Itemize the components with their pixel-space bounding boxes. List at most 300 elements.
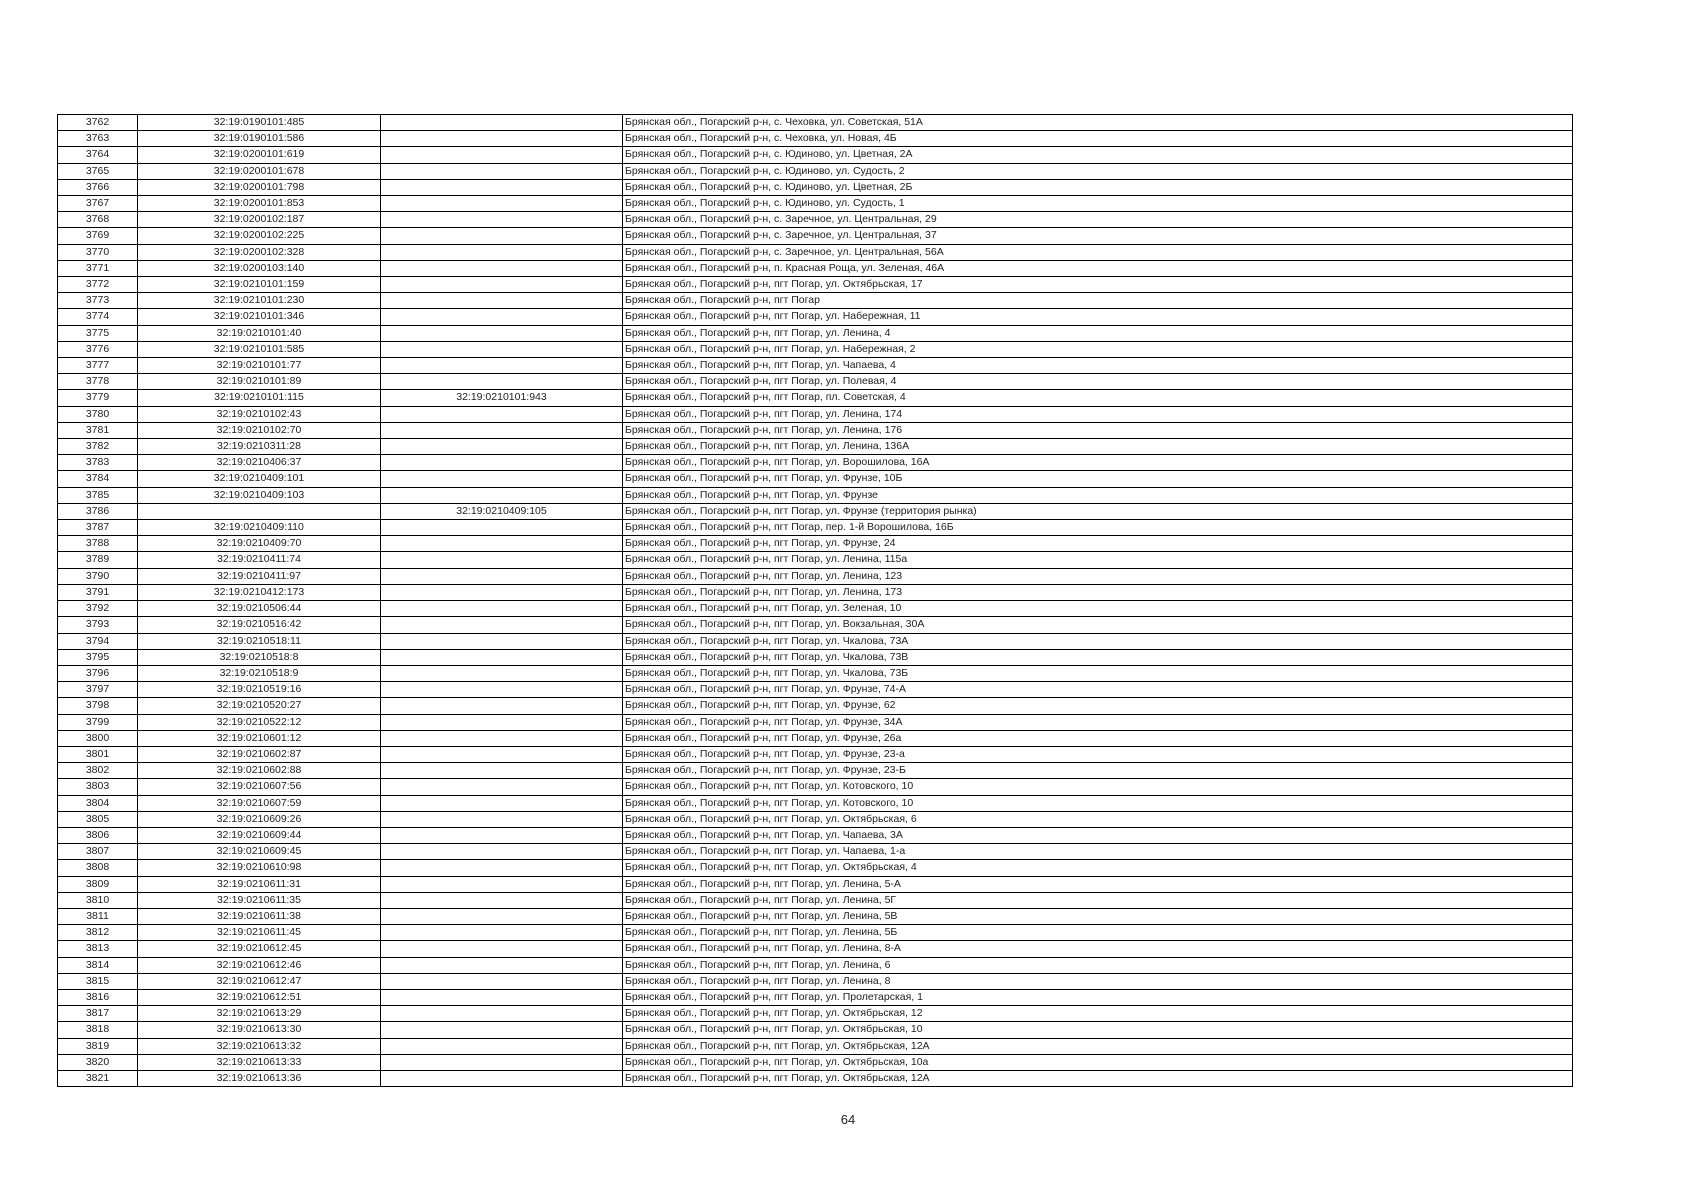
- secondary-cadastral-number-cell: [381, 520, 623, 536]
- cadastral-number-cell: 32:19:0210602:87: [138, 746, 381, 762]
- table-row: [58, 503, 1573, 519]
- address-cell: Брянская обл., Погарский р-н, пгт Погар, ул. Пролетарская, 1: [623, 989, 1573, 1005]
- table-row: [58, 455, 1573, 471]
- cadastral-number-cell: 32:19:0210409:101: [138, 471, 381, 487]
- row-number-cell: 3817: [58, 1006, 138, 1022]
- secondary-cadastral-number-cell: [381, 844, 623, 860]
- row-number-cell: 3769: [58, 228, 138, 244]
- address-cell: Брянская обл., Погарский р-н, пгт Погар, ул. Ленина, 174: [623, 406, 1573, 422]
- address-cell: Брянская обл., Погарский р-н, пгт Погар, ул. Ленина, 8: [623, 973, 1573, 989]
- address-cell: Брянская обл., Погарский р-н, с. Юдиново, ул. Судость, 2: [623, 163, 1573, 179]
- secondary-cadastral-number-cell: 32:19:0210409:105: [381, 503, 623, 519]
- address-cell: Брянская обл., Погарский р-н, с. Заречное, ул. Центральная, 56А: [623, 244, 1573, 260]
- address-cell: Брянская обл., Погарский р-н, пгт Погар, ул. Октябрьская, 17: [623, 277, 1573, 293]
- address-cell: Брянская обл., Погарский р-н, пгт Погар, ул. Ленина, 173: [623, 584, 1573, 600]
- secondary-cadastral-number-cell: [381, 115, 623, 131]
- secondary-cadastral-number-cell: [381, 487, 623, 503]
- row-number-cell: 3766: [58, 179, 138, 195]
- table-row: [58, 989, 1573, 1005]
- cadastral-number-cell: 32:19:0210609:44: [138, 827, 381, 843]
- secondary-cadastral-number-cell: [381, 455, 623, 471]
- row-number-cell: 3818: [58, 1022, 138, 1038]
- row-number-cell: 3779: [58, 390, 138, 406]
- cadastral-number-cell: 32:19:0210612:45: [138, 941, 381, 957]
- secondary-cadastral-number-cell: [381, 1054, 623, 1070]
- table-row: [58, 309, 1573, 325]
- cadastral-number-cell: 32:19:0200102:328: [138, 244, 381, 260]
- secondary-cadastral-number-cell: [381, 779, 623, 795]
- cadastral-number-cell: 32:19:0210612:46: [138, 957, 381, 973]
- secondary-cadastral-number-cell: [381, 811, 623, 827]
- cadastral-number-cell: 32:19:0210406:37: [138, 455, 381, 471]
- address-cell: Брянская обл., Погарский р-н, пгт Погар, ул. Полевая, 4: [623, 374, 1573, 390]
- cadastral-number-cell: 32:19:0210311:28: [138, 439, 381, 455]
- table-row: [58, 844, 1573, 860]
- address-cell: Брянская обл., Погарский р-н, пгт Погар, ул. Ворошилова, 16А: [623, 455, 1573, 471]
- cadastral-number-cell: 32:19:0210612:47: [138, 973, 381, 989]
- secondary-cadastral-number-cell: [381, 617, 623, 633]
- address-cell: Брянская обл., Погарский р-н, пгт Погар, ул. Ленина, 5Б: [623, 925, 1573, 941]
- address-cell: Брянская обл., Погарский р-н, пгт Погар, ул. Котовского, 10: [623, 779, 1573, 795]
- row-number-cell: 3803: [58, 779, 138, 795]
- row-number-cell: 3770: [58, 244, 138, 260]
- cadastral-number-cell: 32:19:0190101:586: [138, 131, 381, 147]
- secondary-cadastral-number-cell: [381, 665, 623, 681]
- table-row: [58, 341, 1573, 357]
- secondary-cadastral-number-cell: [381, 212, 623, 228]
- cadastral-number-cell: 32:19:0210518:8: [138, 649, 381, 665]
- table-row: [58, 406, 1573, 422]
- row-number-cell: 3798: [58, 698, 138, 714]
- secondary-cadastral-number-cell: [381, 439, 623, 455]
- row-number-cell: 3780: [58, 406, 138, 422]
- table-row: [58, 179, 1573, 195]
- table-row: [58, 941, 1573, 957]
- row-number-cell: 3763: [58, 131, 138, 147]
- address-cell: Брянская обл., Погарский р-н, пгт Погар, ул. Фрунзе, 26а: [623, 730, 1573, 746]
- address-cell: Брянская обл., Погарский р-н, пгт Погар, ул. Зеленая, 10: [623, 601, 1573, 617]
- secondary-cadastral-number-cell: [381, 925, 623, 941]
- row-number-cell: 3808: [58, 860, 138, 876]
- cadastral-number-cell: 32:19:0210607:59: [138, 795, 381, 811]
- secondary-cadastral-number-cell: [381, 584, 623, 600]
- cadastral-number-cell: 32:19:0210101:230: [138, 293, 381, 309]
- row-number-cell: 3809: [58, 876, 138, 892]
- row-number-cell: 3790: [58, 568, 138, 584]
- cadastral-number-cell: 32:19:0210519:16: [138, 682, 381, 698]
- row-number-cell: 3815: [58, 973, 138, 989]
- row-number-cell: 3786: [58, 503, 138, 519]
- secondary-cadastral-number-cell: [381, 260, 623, 276]
- cadastral-number-cell: 32:19:0210613:32: [138, 1038, 381, 1054]
- row-number-cell: 3762: [58, 115, 138, 131]
- row-number-cell: 3811: [58, 908, 138, 924]
- address-cell: Брянская обл., Погарский р-н, пгт Погар, ул. Ленина, 8-А: [623, 941, 1573, 957]
- cadastral-number-cell: 32:19:0210101:89: [138, 374, 381, 390]
- cadastral-number-cell: 32:19:0210409:103: [138, 487, 381, 503]
- address-cell: Брянская обл., Погарский р-н, пгт Погар, пл. Советская, 4: [623, 390, 1573, 406]
- table-row: [58, 260, 1573, 276]
- table-row: [58, 520, 1573, 536]
- row-number-cell: 3816: [58, 989, 138, 1005]
- row-number-cell: 3782: [58, 439, 138, 455]
- table-row: [58, 390, 1573, 406]
- address-cell: Брянская обл., Погарский р-н, с. Заречное, ул. Центральная, 37: [623, 228, 1573, 244]
- table-row: [58, 212, 1573, 228]
- cadastral-number-cell: 32:19:0210101:346: [138, 309, 381, 325]
- address-cell: Брянская обл., Погарский р-н, пгт Погар, ул. Чапаева, 4: [623, 358, 1573, 374]
- secondary-cadastral-number-cell: [381, 876, 623, 892]
- secondary-cadastral-number-cell: [381, 795, 623, 811]
- secondary-cadastral-number-cell: [381, 1070, 623, 1086]
- property-table-body: [58, 115, 1573, 1087]
- cadastral-number-cell: 32:19:0200101:798: [138, 179, 381, 195]
- cadastral-number-cell: 32:19:0210102:70: [138, 422, 381, 438]
- row-number-cell: 3805: [58, 811, 138, 827]
- table-row: [58, 795, 1573, 811]
- row-number-cell: 3797: [58, 682, 138, 698]
- secondary-cadastral-number-cell: [381, 957, 623, 973]
- page-number: 64: [840, 1112, 856, 1127]
- table-row: [58, 714, 1573, 730]
- row-number-cell: 3785: [58, 487, 138, 503]
- secondary-cadastral-number-cell: [381, 358, 623, 374]
- address-cell: Брянская обл., Погарский р-н, пгт Погар, ул. Фрунзе, 24: [623, 536, 1573, 552]
- address-cell: Брянская обл., Погарский р-н, с. Чеховка, ул. Новая, 4Б: [623, 131, 1573, 147]
- address-cell: Брянская обл., Погарский р-н, пгт Погар, ул. Фрунзе: [623, 487, 1573, 503]
- table-row: [58, 908, 1573, 924]
- cadastral-number-cell: 32:19:0210101:77: [138, 358, 381, 374]
- cadastral-number-cell: 32:19:0210518:9: [138, 665, 381, 681]
- secondary-cadastral-number-cell: [381, 1022, 623, 1038]
- secondary-cadastral-number-cell: [381, 746, 623, 762]
- address-cell: Брянская обл., Погарский р-н, пгт Погар, ул. Котовского, 10: [623, 795, 1573, 811]
- table-row: [58, 568, 1573, 584]
- cadastral-number-cell: 32:19:0210506:44: [138, 601, 381, 617]
- secondary-cadastral-number-cell: [381, 244, 623, 260]
- table-row: [58, 358, 1573, 374]
- cadastral-number-cell: 32:19:0200102:225: [138, 228, 381, 244]
- address-cell: Брянская обл., Погарский р-н, пгт Погар, ул. Набережная, 11: [623, 309, 1573, 325]
- secondary-cadastral-number-cell: [381, 179, 623, 195]
- address-cell: Брянская обл., Погарский р-н, пгт Погар, ул. Октябрьская, 12: [623, 1006, 1573, 1022]
- table-row: [58, 1022, 1573, 1038]
- cadastral-number-cell: 32:19:0210520:27: [138, 698, 381, 714]
- secondary-cadastral-number-cell: [381, 698, 623, 714]
- address-cell: Брянская обл., Погарский р-н, пгт Погар, ул. Чкалова, 73А: [623, 633, 1573, 649]
- row-number-cell: 3820: [58, 1054, 138, 1070]
- secondary-cadastral-number-cell: [381, 730, 623, 746]
- cadastral-number-cell: 32:19:0190101:485: [138, 115, 381, 131]
- secondary-cadastral-number-cell: [381, 892, 623, 908]
- row-number-cell: 3784: [58, 471, 138, 487]
- cadastral-number-cell: 32:19:0200101:619: [138, 147, 381, 163]
- row-number-cell: 3788: [58, 536, 138, 552]
- address-cell: Брянская обл., Погарский р-н, пгт Погар, ул. Октябрьская, 10: [623, 1022, 1573, 1038]
- secondary-cadastral-number-cell: [381, 293, 623, 309]
- secondary-cadastral-number-cell: [381, 131, 623, 147]
- cadastral-number-cell: 32:19:0210611:45: [138, 925, 381, 941]
- cadastral-number-cell: 32:19:0210609:45: [138, 844, 381, 860]
- cadastral-number-cell: 32:19:0210102:43: [138, 406, 381, 422]
- cadastral-number-cell: 32:19:0200101:678: [138, 163, 381, 179]
- table-row: [58, 763, 1573, 779]
- address-cell: Брянская обл., Погарский р-н, пгт Погар, ул. Фрунзе, 10Б: [623, 471, 1573, 487]
- address-cell: Брянская обл., Погарский р-н, пгт Погар, ул. Октябрьская, 6: [623, 811, 1573, 827]
- secondary-cadastral-number-cell: [381, 471, 623, 487]
- address-cell: Брянская обл., Погарский р-н, пгт Погар, ул. Чкалова, 73В: [623, 649, 1573, 665]
- cadastral-number-cell: 32:19:0210518:11: [138, 633, 381, 649]
- table-row: [58, 131, 1573, 147]
- table-row: [58, 163, 1573, 179]
- cadastral-number-cell: 32:19:0210602:88: [138, 763, 381, 779]
- address-cell: Брянская обл., Погарский р-н, пгт Погар, ул. Октябрьская, 4: [623, 860, 1573, 876]
- address-cell: Брянская обл., Погарский р-н, пгт Погар, ул. Ленина, 123: [623, 568, 1573, 584]
- row-number-cell: 3814: [58, 957, 138, 973]
- table-row: [58, 601, 1573, 617]
- row-number-cell: 3813: [58, 941, 138, 957]
- cadastral-number-cell: 32:19:0210522:12: [138, 714, 381, 730]
- row-number-cell: 3777: [58, 358, 138, 374]
- row-number-cell: 3807: [58, 844, 138, 860]
- address-cell: Брянская обл., Погарский р-н, с. Чеховка, ул. Советская, 51А: [623, 115, 1573, 131]
- row-number-cell: 3800: [58, 730, 138, 746]
- address-cell: Брянская обл., Погарский р-н, пгт Погар, ул. Набережная, 2: [623, 341, 1573, 357]
- secondary-cadastral-number-cell: [381, 163, 623, 179]
- secondary-cadastral-number-cell: [381, 1006, 623, 1022]
- secondary-cadastral-number-cell: [381, 763, 623, 779]
- row-number-cell: 3771: [58, 260, 138, 276]
- secondary-cadastral-number-cell: [381, 908, 623, 924]
- secondary-cadastral-number-cell: [381, 422, 623, 438]
- address-cell: Брянская обл., Погарский р-н, пгт Погар, ул. Ленина, 6: [623, 957, 1573, 973]
- secondary-cadastral-number-cell: [381, 341, 623, 357]
- secondary-cadastral-number-cell: [381, 827, 623, 843]
- address-cell: Брянская обл., Погарский р-н, пгт Погар, ул. Ленина, 4: [623, 325, 1573, 341]
- row-number-cell: 3773: [58, 293, 138, 309]
- cadastral-number-cell: 32:19:0210101:159: [138, 277, 381, 293]
- row-number-cell: 3767: [58, 196, 138, 212]
- table-row: [58, 1070, 1573, 1086]
- table-row: [58, 876, 1573, 892]
- table-row: [58, 439, 1573, 455]
- address-cell: Брянская обл., Погарский р-н, пгт Погар, ул. Ленина, 5-А: [623, 876, 1573, 892]
- table-row: [58, 374, 1573, 390]
- address-cell: Брянская обл., Погарский р-н, пгт Погар, ул. Фрунзе, 74-А: [623, 682, 1573, 698]
- table-row: [58, 471, 1573, 487]
- cadastral-number-cell: 32:19:0210101:40: [138, 325, 381, 341]
- row-number-cell: 3795: [58, 649, 138, 665]
- address-cell: Брянская обл., Погарский р-н, пгт Погар, ул. Октябрьская, 12А: [623, 1070, 1573, 1086]
- row-number-cell: 3801: [58, 746, 138, 762]
- cadastral-number-cell: 32:19:0210611:31: [138, 876, 381, 892]
- row-number-cell: 3799: [58, 714, 138, 730]
- secondary-cadastral-number-cell: [381, 568, 623, 584]
- cadastral-number-cell: 32:19:0210611:38: [138, 908, 381, 924]
- row-number-cell: 3806: [58, 827, 138, 843]
- table-row: [58, 277, 1573, 293]
- secondary-cadastral-number-cell: [381, 649, 623, 665]
- cadastral-number-cell: 32:19:0210101:585: [138, 341, 381, 357]
- address-cell: Брянская обл., Погарский р-н, пгт Погар: [623, 293, 1573, 309]
- row-number-cell: 3793: [58, 617, 138, 633]
- cadastral-number-cell: 32:19:0210611:35: [138, 892, 381, 908]
- cadastral-number-cell: 32:19:0200102:187: [138, 212, 381, 228]
- row-number-cell: 3776: [58, 341, 138, 357]
- row-number-cell: 3783: [58, 455, 138, 471]
- cadastral-number-cell: 32:19:0210601:12: [138, 730, 381, 746]
- row-number-cell: 3821: [58, 1070, 138, 1086]
- row-number-cell: 3794: [58, 633, 138, 649]
- cadastral-number-cell: 32:19:0200101:853: [138, 196, 381, 212]
- address-cell: Брянская обл., Погарский р-н, пгт Погар, ул. Чапаева, 3А: [623, 827, 1573, 843]
- address-cell: Брянская обл., Погарский р-н, пгт Погар, ул. Чапаева, 1-а: [623, 844, 1573, 860]
- secondary-cadastral-number-cell: 32:19:0210101:943: [381, 390, 623, 406]
- table-row: [58, 115, 1573, 131]
- row-number-cell: 3781: [58, 422, 138, 438]
- secondary-cadastral-number-cell: [381, 536, 623, 552]
- row-number-cell: 3787: [58, 520, 138, 536]
- cadastral-number-cell: 32:19:0210409:110: [138, 520, 381, 536]
- table-row: [58, 633, 1573, 649]
- cadastral-number-cell: 32:19:0210609:26: [138, 811, 381, 827]
- secondary-cadastral-number-cell: [381, 196, 623, 212]
- row-number-cell: 3775: [58, 325, 138, 341]
- table-row: [58, 649, 1573, 665]
- address-cell: Брянская обл., Погарский р-н, пгт Погар, ул. Фрунзе, 34А: [623, 714, 1573, 730]
- row-number-cell: 3792: [58, 601, 138, 617]
- address-cell: Брянская обл., Погарский р-н, пгт Погар, ул. Чкалова, 73Б: [623, 665, 1573, 681]
- row-number-cell: 3804: [58, 795, 138, 811]
- secondary-cadastral-number-cell: [381, 973, 623, 989]
- table-row: [58, 665, 1573, 681]
- table-row: [58, 1054, 1573, 1070]
- row-number-cell: 3772: [58, 277, 138, 293]
- table-row: [58, 293, 1573, 309]
- row-number-cell: 3778: [58, 374, 138, 390]
- secondary-cadastral-number-cell: [381, 552, 623, 568]
- address-cell: Брянская обл., Погарский р-н, пгт Погар, ул. Вокзальная, 30А: [623, 617, 1573, 633]
- row-number-cell: 3774: [58, 309, 138, 325]
- secondary-cadastral-number-cell: [381, 989, 623, 1005]
- secondary-cadastral-number-cell: [381, 601, 623, 617]
- secondary-cadastral-number-cell: [381, 228, 623, 244]
- table-row: [58, 811, 1573, 827]
- address-cell: Брянская обл., Погарский р-н, пгт Погар, ул. Ленина, 5В: [623, 908, 1573, 924]
- cadastral-number-cell: [138, 503, 381, 519]
- secondary-cadastral-number-cell: [381, 309, 623, 325]
- table-row: [58, 925, 1573, 941]
- row-number-cell: 3819: [58, 1038, 138, 1054]
- address-cell: Брянская обл., Погарский р-н, пгт Погар, ул. Фрунзе (территория рынка): [623, 503, 1573, 519]
- table-row: [58, 617, 1573, 633]
- cadastral-number-cell: 32:19:0210101:115: [138, 390, 381, 406]
- row-number-cell: 3810: [58, 892, 138, 908]
- secondary-cadastral-number-cell: [381, 714, 623, 730]
- secondary-cadastral-number-cell: [381, 1038, 623, 1054]
- table-row: [58, 698, 1573, 714]
- table-row: [58, 147, 1573, 163]
- secondary-cadastral-number-cell: [381, 633, 623, 649]
- table-row: [58, 325, 1573, 341]
- secondary-cadastral-number-cell: [381, 325, 623, 341]
- row-number-cell: 3796: [58, 665, 138, 681]
- cadastral-number-cell: 32:19:0210516:42: [138, 617, 381, 633]
- table-row: [58, 827, 1573, 843]
- address-cell: Брянская обл., Погарский р-н, пгт Погар, ул. Ленина, 5Г: [623, 892, 1573, 908]
- cadastral-number-cell: 32:19:0210411:74: [138, 552, 381, 568]
- address-cell: Брянская обл., Погарский р-н, пгт Погар, ул. Ленина, 115а: [623, 552, 1573, 568]
- address-cell: Брянская обл., Погарский р-н, п. Красная Роща, ул. Зеленая, 46А: [623, 260, 1573, 276]
- secondary-cadastral-number-cell: [381, 941, 623, 957]
- cadastral-number-cell: 32:19:0210613:30: [138, 1022, 381, 1038]
- table-row: [58, 682, 1573, 698]
- cadastral-number-cell: 32:19:0210409:70: [138, 536, 381, 552]
- table-row: [58, 892, 1573, 908]
- cadastral-number-cell: 32:19:0210613:36: [138, 1070, 381, 1086]
- table-row: [58, 584, 1573, 600]
- property-table: [57, 114, 1573, 1087]
- row-number-cell: 3765: [58, 163, 138, 179]
- secondary-cadastral-number-cell: [381, 147, 623, 163]
- row-number-cell: 3789: [58, 552, 138, 568]
- address-cell: Брянская обл., Погарский р-н, пгт Погар, ул. Ленина, 136А: [623, 439, 1573, 455]
- row-number-cell: 3768: [58, 212, 138, 228]
- table-row: [58, 1038, 1573, 1054]
- row-number-cell: 3764: [58, 147, 138, 163]
- table-row: [58, 487, 1573, 503]
- address-cell: Брянская обл., Погарский р-н, с. Юдиново, ул. Судость, 1: [623, 196, 1573, 212]
- secondary-cadastral-number-cell: [381, 374, 623, 390]
- cadastral-number-cell: 32:19:0210613:33: [138, 1054, 381, 1070]
- row-number-cell: 3812: [58, 925, 138, 941]
- table-row: [58, 730, 1573, 746]
- secondary-cadastral-number-cell: [381, 682, 623, 698]
- secondary-cadastral-number-cell: [381, 860, 623, 876]
- address-cell: Брянская обл., Погарский р-н, пгт Погар, ул. Фрунзе, 23-Б: [623, 763, 1573, 779]
- address-cell: Брянская обл., Погарский р-н, с. Юдиново, ул. Цветная, 2А: [623, 147, 1573, 163]
- cadastral-number-cell: 32:19:0210411:97: [138, 568, 381, 584]
- address-cell: Брянская обл., Погарский р-н, пгт Погар, ул. Фрунзе, 62: [623, 698, 1573, 714]
- secondary-cadastral-number-cell: [381, 277, 623, 293]
- cadastral-number-cell: 32:19:0210607:56: [138, 779, 381, 795]
- cadastral-number-cell: 32:19:0210412:173: [138, 584, 381, 600]
- table-row: [58, 957, 1573, 973]
- address-cell: Брянская обл., Погарский р-н, с. Заречное, ул. Центральная, 29: [623, 212, 1573, 228]
- table-row: [58, 1006, 1573, 1022]
- cadastral-number-cell: 32:19:0210612:51: [138, 989, 381, 1005]
- row-number-cell: 3791: [58, 584, 138, 600]
- table-row: [58, 196, 1573, 212]
- address-cell: Брянская обл., Погарский р-н, пгт Погар, ул. Октябрьская, 10а: [623, 1054, 1573, 1070]
- table-row: [58, 860, 1573, 876]
- cadastral-number-cell: 32:19:0210610:98: [138, 860, 381, 876]
- table-row: [58, 973, 1573, 989]
- table-row: [58, 228, 1573, 244]
- secondary-cadastral-number-cell: [381, 406, 623, 422]
- table-row: [58, 779, 1573, 795]
- table-row: [58, 536, 1573, 552]
- address-cell: Брянская обл., Погарский р-н, пгт Погар, ул. Фрунзе, 23-а: [623, 746, 1573, 762]
- table-row: [58, 422, 1573, 438]
- address-cell: Брянская обл., Погарский р-н, пгт Погар, пер. 1-й Ворошилова, 16Б: [623, 520, 1573, 536]
- address-cell: Брянская обл., Погарский р-н, с. Юдиново, ул. Цветная, 2Б: [623, 179, 1573, 195]
- table-row: [58, 552, 1573, 568]
- table-row: [58, 244, 1573, 260]
- cadastral-number-cell: 32:19:0200103:140: [138, 260, 381, 276]
- table-row: [58, 746, 1573, 762]
- address-cell: Брянская обл., Погарский р-н, пгт Погар, ул. Ленина, 176: [623, 422, 1573, 438]
